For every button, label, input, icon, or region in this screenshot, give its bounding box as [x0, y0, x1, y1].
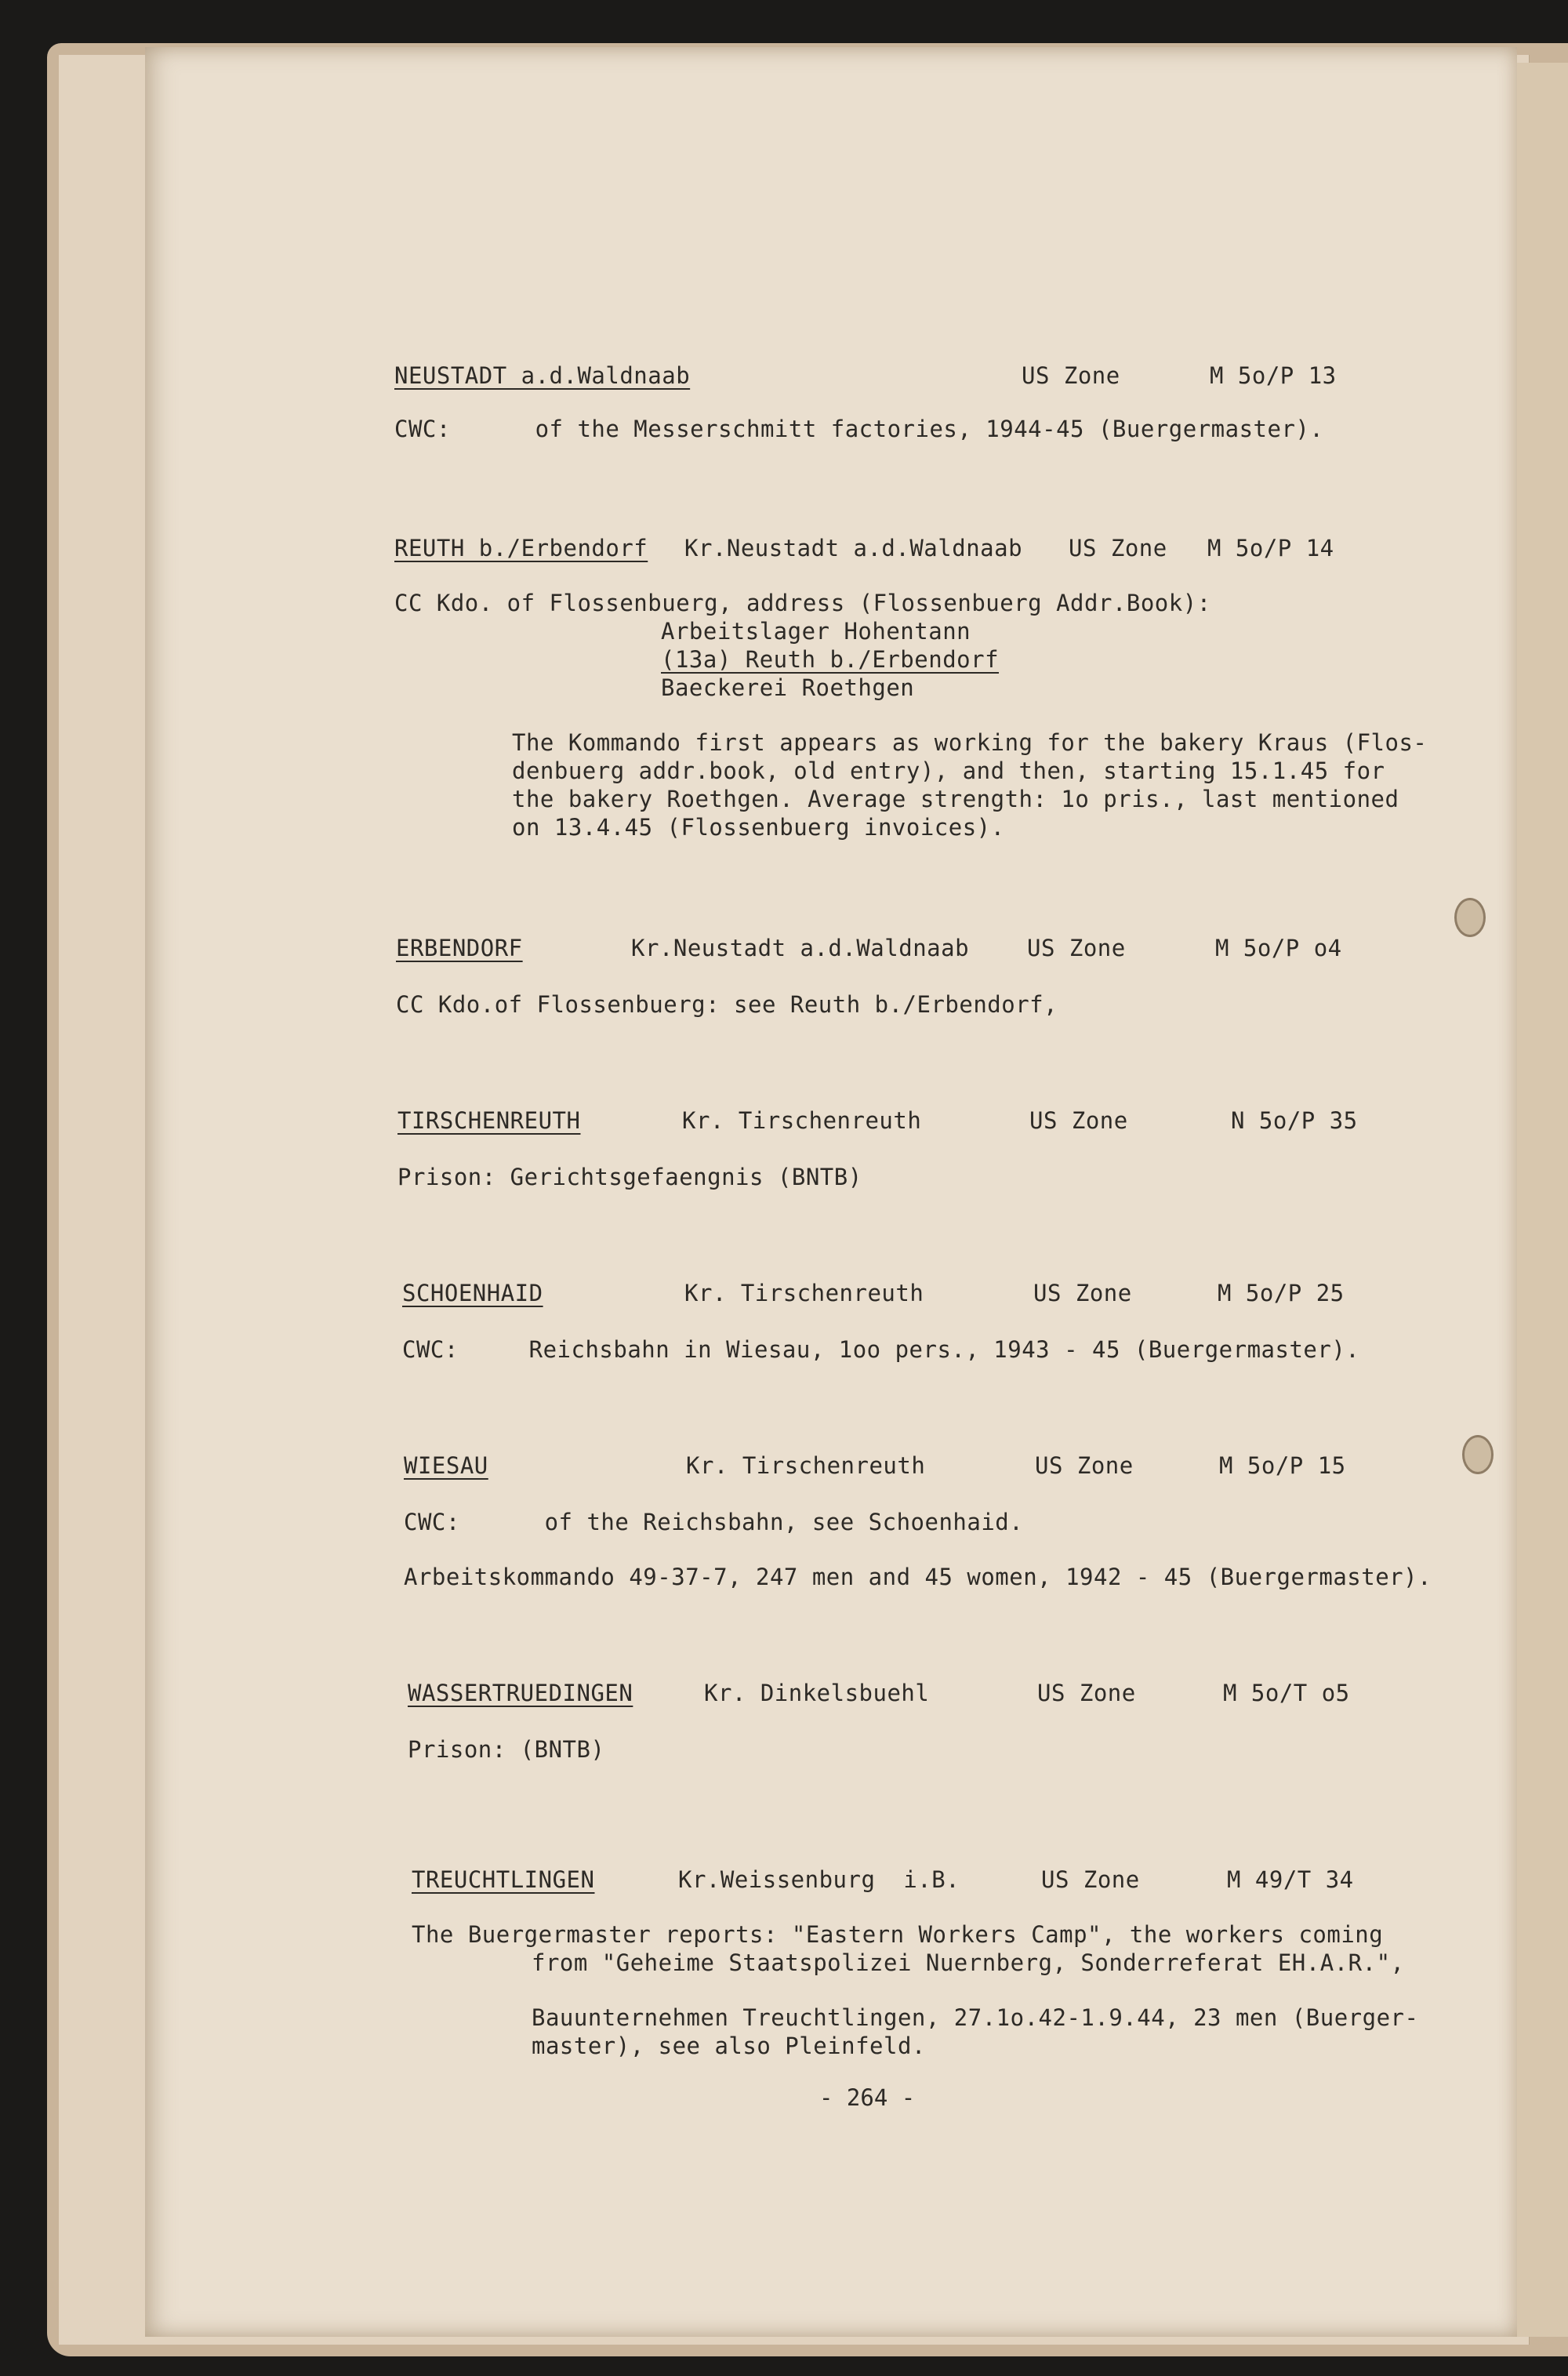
entry-text: CWC: Reichsbahn in Wiesau, 1oo pers., 1943 - 45 (Buergermaster).	[402, 1336, 1360, 1363]
entry-text: on 13.4.45 (Flossenbuerg invoices).	[512, 814, 1005, 841]
zone: US Zone	[1037, 1680, 1136, 1706]
entry-text: from "Geheime Staatspolizei Nuernberg, Sonderreferat EH.A.R.",	[532, 1949, 1405, 1976]
place-name: REUTH b./Erbendorf	[394, 535, 648, 561]
entry-text: Bauunternehmen Treuchtlingen, 27.1o.42-1.9.44, 23 men (Buerger-	[532, 2004, 1419, 2031]
entry-text: The Buergermaster reports: "Eastern Workers Camp", the workers coming	[412, 1921, 1384, 1948]
entry-text: The Kommando first appears as working for the bakery Kraus (Flos-	[512, 729, 1428, 756]
entry-text: denbuerg addr.book, old entry), and then, starting 15.1.45 for	[512, 757, 1385, 784]
entry-text: the bakery Roethgen. Average strength: 1o pris., last mentioned	[512, 786, 1399, 812]
punch-hole	[1454, 898, 1486, 937]
address-line: Baeckerei Roethgen	[661, 674, 915, 701]
kreis: Kr.Neustadt a.d.Waldnaab	[684, 535, 1023, 561]
address-line: Arbeitslager Hohentann	[661, 618, 971, 645]
document-page	[145, 47, 1517, 2337]
kreis: Kr. Tirschenreuth	[682, 1107, 922, 1134]
map-ref: M 5o/P 14	[1207, 535, 1334, 561]
place-name: SCHOENHAID	[402, 1280, 543, 1306]
zone: US Zone	[1035, 1452, 1134, 1479]
kreis: Kr.Neustadt a.d.Waldnaab	[631, 935, 970, 961]
entry-text: Arbeitskommando 49-37-7, 247 men and 45 women, 1942 - 45 (Buergermaster).	[404, 1564, 1432, 1590]
place-name: TREUCHTLINGEN	[412, 1866, 595, 1893]
place-name: NEUSTADT a.d.Waldnaab	[394, 362, 691, 389]
map-ref: M 5o/P 13	[1210, 362, 1337, 389]
zone: US Zone	[1029, 1107, 1128, 1134]
page-number: - 264 -	[819, 2084, 916, 2111]
entry-text: CC Kdo.of Flossenbuerg: see Reuth b./Erbendorf,	[396, 991, 1058, 1018]
next-page-edge	[1513, 63, 1568, 2337]
map-ref: M 5o/P 25	[1218, 1280, 1345, 1306]
zone: US Zone	[1027, 935, 1126, 961]
map-ref: M 5o/P o4	[1215, 935, 1342, 961]
map-ref: N 5o/P 35	[1231, 1107, 1358, 1134]
kreis: Kr. Tirschenreuth	[684, 1280, 924, 1306]
kreis: Kr. Dinkelsbuehl	[704, 1680, 930, 1706]
address-line: (13a) Reuth b./Erbendorf	[661, 646, 1000, 673]
zone: US Zone	[1022, 362, 1120, 389]
zone: US Zone	[1041, 1866, 1140, 1893]
zone: US Zone	[1069, 535, 1167, 561]
place-name: ERBENDORF	[396, 935, 523, 961]
zone: US Zone	[1033, 1280, 1132, 1306]
entry-text: CC Kdo. of Flossenbuerg, address (Flossenbuerg Addr.Book):	[394, 590, 1211, 616]
map-ref: M 5o/P 15	[1219, 1452, 1346, 1479]
map-ref: M 49/T 34	[1227, 1866, 1354, 1893]
entry-text: master), see also Pleinfeld.	[532, 2033, 926, 2059]
entry-text: CWC: of the Messerschmitt factories, 1944-45 (Buergermaster).	[394, 416, 1324, 442]
place-name: TIRSCHENREUTH	[397, 1107, 581, 1134]
kreis: Kr. Tirschenreuth	[686, 1452, 926, 1479]
punch-hole	[1462, 1435, 1494, 1474]
entry-text: CWC: of the Reichsbahn, see Schoenhaid.	[404, 1509, 1024, 1535]
kreis: Kr.Weissenburg i.B.	[678, 1866, 960, 1893]
entry-text: Prison: Gerichtsgefaengnis (BNTB)	[397, 1164, 862, 1190]
map-ref: M 5o/T o5	[1223, 1680, 1350, 1706]
place-name: WIESAU	[404, 1452, 488, 1479]
place-name: WASSERTRUEDINGEN	[408, 1680, 633, 1706]
entry-text: Prison: (BNTB)	[408, 1736, 605, 1763]
